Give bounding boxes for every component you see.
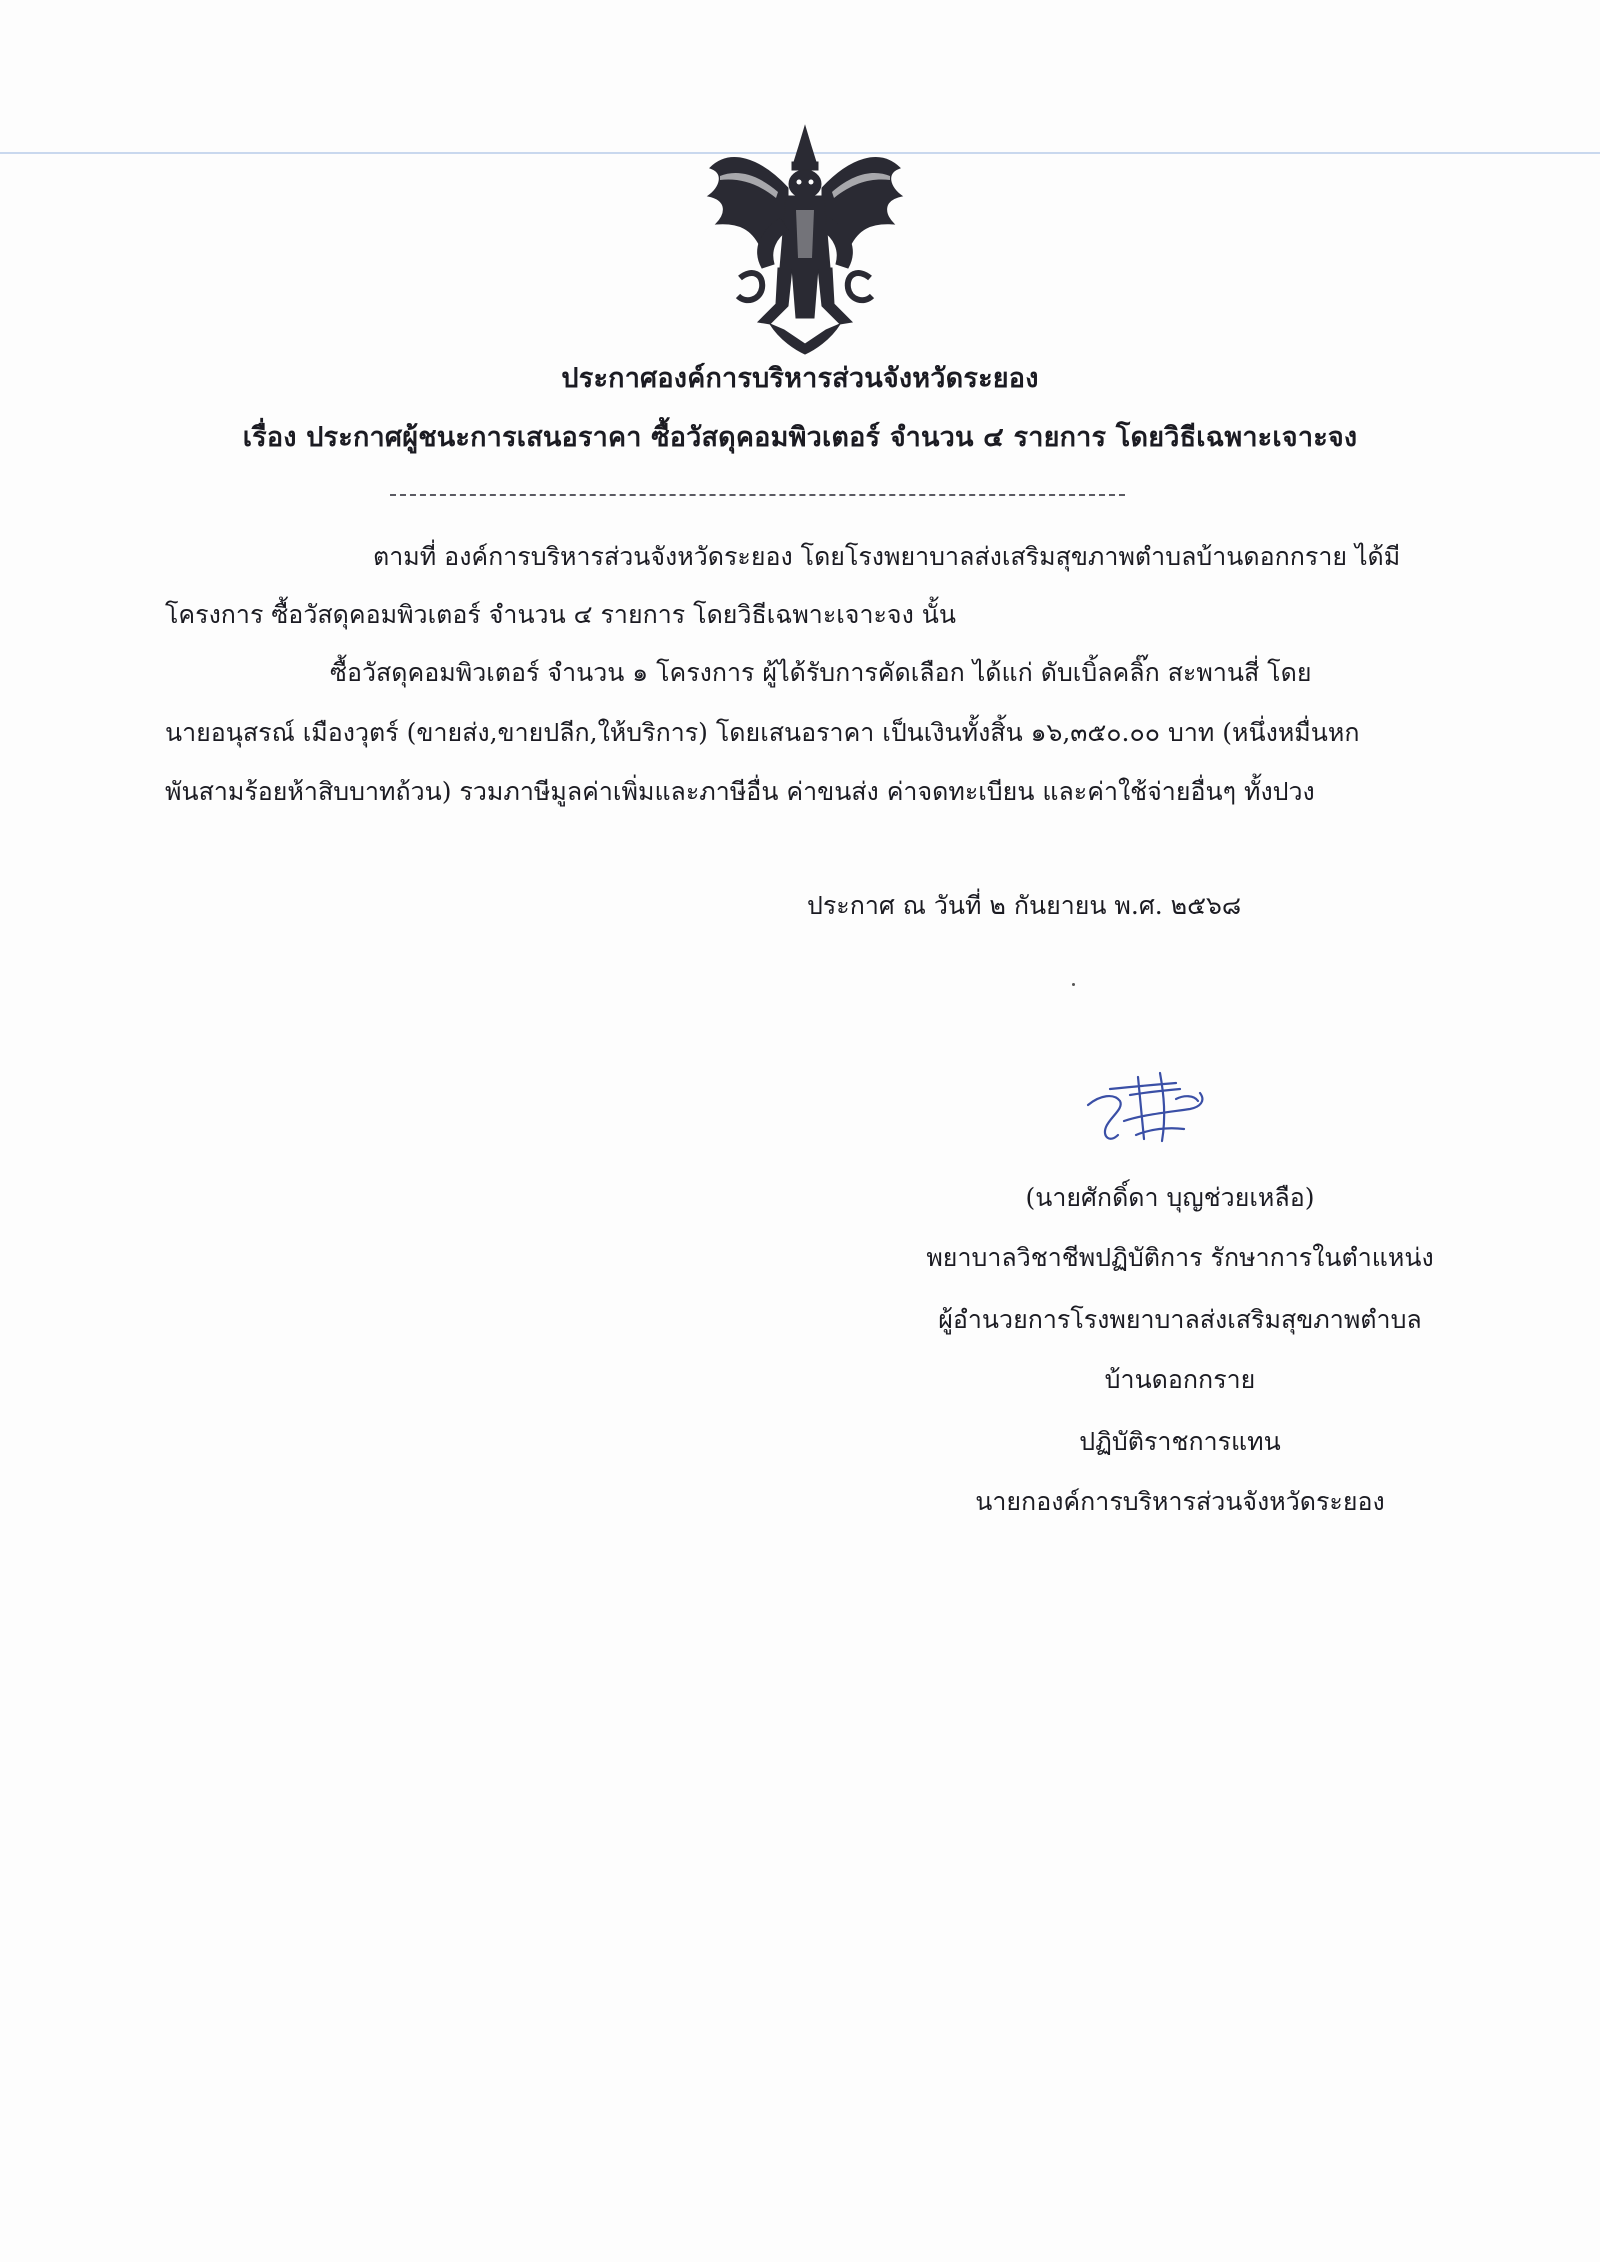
separator-line <box>390 494 1125 496</box>
scan-speck <box>1072 983 1075 986</box>
signatory-name: (นายศักดิ์ดา บุญช่วยเหลือ) <box>1025 1183 1315 1212</box>
paragraph1-line1: ตามที่ องค์การบริหารส่วนจังหวัดระยอง โดยโรงพยาบาลส่งเสริมสุขภาพตำบลบ้านดอกกราย ได้มี <box>373 542 1401 571</box>
garuda-emblem-icon <box>700 118 910 358</box>
signatory-position-3: บ้านดอกกราย <box>1104 1365 1256 1394</box>
paragraph2-line1: ซื้อวัสดุคอมพิวเตอร์ จำนวน ๑ โครงการ ผู้ได้รับการคัดเลือก ได้แก่ ดับเบิ้ลคลิ๊ก สะพานสี่ โดย <box>330 658 1312 687</box>
document-subject: เรื่อง ประกาศผู้ชนะการเสนอราคา ซื้อวัสดุคอมพิวเตอร์ จำนวน ๔ รายการ โดยวิธีเฉพาะเจาะจง <box>242 422 1358 453</box>
signatory-position-4: ปฏิบัติราชการแทน <box>1079 1427 1281 1456</box>
signatory-position-5: นายกองค์การบริหารส่วนจังหวัดระยอง <box>975 1487 1385 1516</box>
paragraph1-line2: โครงการ ซื้อวัสดุคอมพิวเตอร์ จำนวน ๔ รายการ โดยวิธีเฉพาะเจาะจง นั้น <box>165 600 956 629</box>
handwritten-signature <box>1080 1065 1220 1160</box>
announcement-date: ประกาศ ณ วันที่ ๒ กันยายน พ.ศ. ๒๕๖๘ <box>807 891 1242 920</box>
paragraph2-line2: นายอนุสรณ์ เมืองวุตร์ (ขายส่ง,ขายปลีก,ให้บริการ) โดยเสนอราคา เป็นเงินทั้งสิ้น ๑๖,๓๕๐.๐๐ บาท (หนึ่งหมื่นหก <box>165 718 1360 747</box>
signatory-position-2: ผู้อำนวยการโรงพยาบาลส่งเสริมสุขภาพตำบล <box>938 1305 1422 1334</box>
signatory-position-1: พยาบาลวิชาชีพปฏิบัติการ รักษาการในตำแหน่ง <box>926 1243 1434 1272</box>
document-title: ประกาศองค์การบริหารส่วนจังหวัดระยอง <box>561 363 1039 394</box>
paragraph2-line3: พันสามร้อยห้าสิบบาทถ้วน) รวมภาษีมูลค่าเพิ่มและภาษีอื่น ค่าขนส่ง ค่าจดทะเบียน และค่าใช้จ่ายอื่นๆ ทั้งปวง <box>165 777 1315 806</box>
